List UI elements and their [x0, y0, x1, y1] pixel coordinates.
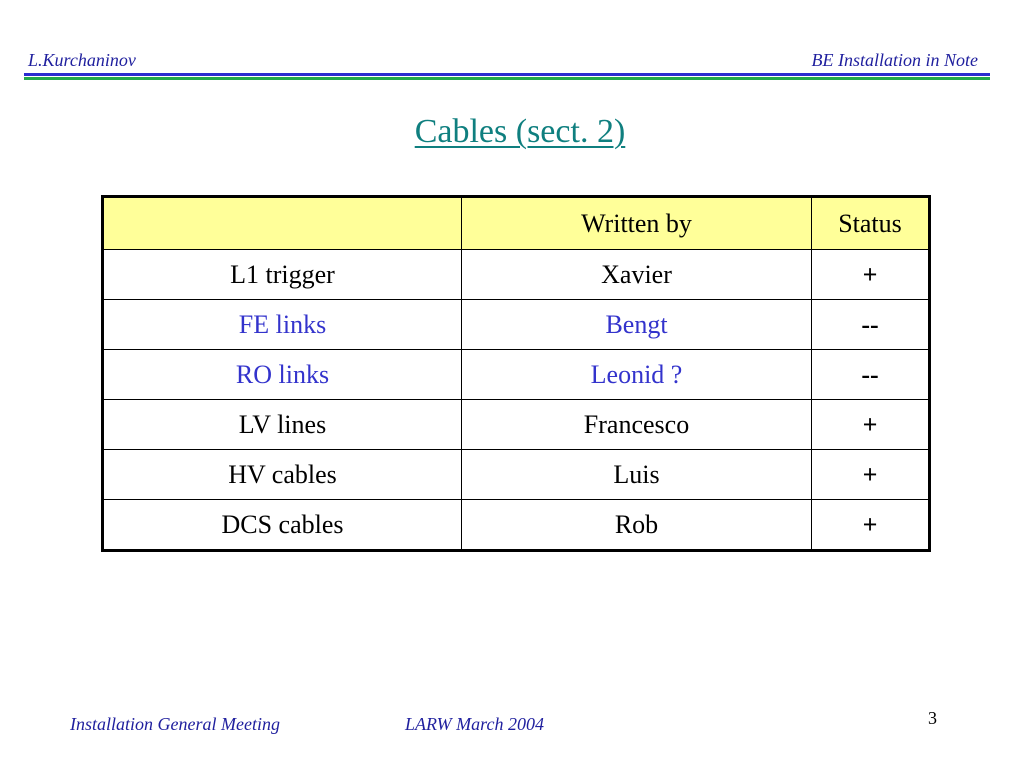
cell-status [812, 500, 930, 551]
cables-table [101, 195, 931, 552]
cell-item: RO links [103, 350, 462, 400]
cell-status [812, 300, 930, 350]
table-row [103, 500, 930, 551]
cell-item: FE links [103, 300, 462, 350]
header-author: L.Kurchaninov [28, 50, 136, 70]
status-symbol: + [862, 509, 878, 539]
status-symbol: -- [861, 359, 879, 389]
cell-written-by: Xavier [462, 250, 812, 300]
header-rule-green [24, 77, 990, 80]
cell-item: LV lines [103, 400, 462, 450]
page-number: 3 [928, 708, 937, 728]
table-row [103, 350, 930, 400]
cell-item: DCS cables [103, 500, 462, 551]
table-row [103, 450, 930, 500]
cell-written-by: Rob [462, 500, 812, 551]
header-cell-item [103, 197, 462, 250]
table-header-row [103, 197, 930, 250]
cell-written-by: Luis [462, 450, 812, 500]
header-cell-status: Status [812, 197, 930, 250]
cell-status [812, 350, 930, 400]
header-rule-blue [24, 73, 990, 76]
table-row [103, 300, 930, 350]
slide-title: Cables (sect. 2) [414, 113, 626, 150]
status-symbol: -- [861, 309, 879, 339]
status-symbol: + [862, 459, 878, 489]
cell-status [812, 400, 930, 450]
cell-status [812, 450, 930, 500]
cell-item: HV cables [103, 450, 462, 500]
cell-written-by: Francesco [462, 400, 812, 450]
cell-written-by: Leonid ? [462, 350, 812, 400]
header-cell-written-by: Written by [462, 197, 812, 250]
footer-meeting: Installation General Meeting [70, 714, 280, 734]
status-symbol: + [862, 409, 878, 439]
header-note-title: BE Installation in Note [811, 50, 978, 70]
cell-written-by: Bengt [462, 300, 812, 350]
cell-item: L1 trigger [103, 250, 462, 300]
table-row [103, 400, 930, 450]
status-symbol: + [862, 259, 878, 289]
footer-event: LARW March 2004 [405, 714, 544, 734]
cell-status [812, 250, 930, 300]
table-row [103, 250, 930, 300]
